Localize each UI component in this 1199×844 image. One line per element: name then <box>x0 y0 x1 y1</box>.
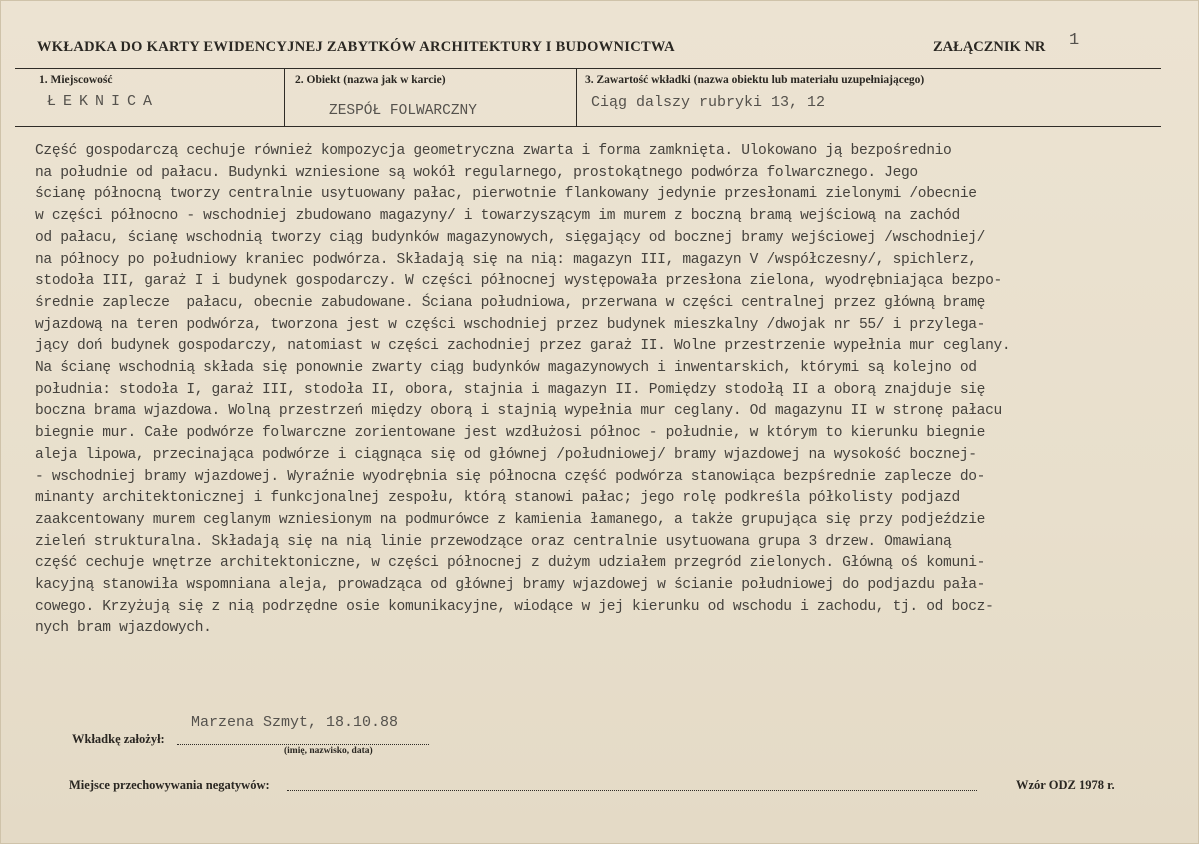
contents-label: 3. Zawartość wkładki (nazwa obiektu lub materiału uzupełniającego) <box>585 74 925 86</box>
header-divider-bottom <box>15 126 1161 127</box>
text-line: zaakcentowany murem ceglanym wzniesionym na podmurówce z kamienia łamanego, a także grupująca się przy podjeździe <box>35 511 986 528</box>
text-line: boczna brama wjazdowa. Wolną przestrzeń między oborą i stajnią wypełnia mur ceglany. Od magazynu II w stronę pałacu <box>35 403 1002 420</box>
text-line: na północy po południowy kraniec podwórza. Składają się na nią: magazyn III, magazyn V /współczesny/, spichlerz, <box>35 251 977 268</box>
field-divider-1 <box>284 68 285 126</box>
text-line: od pałacu, ścianę wschodnią tworzy ciąg budynków magazynowych, sięgający od bocznej bramy wejściowej /wschodniej/ <box>35 229 986 246</box>
locality-label: 1. Miejscowość <box>39 74 113 86</box>
signature-hint: (imię, nazwisko, data) <box>284 746 373 756</box>
text-line: ścianę północną tworzy centralnie usytuowany pałac, pierwotnie flankowany jedynie przesłonami zielonymi /obecnie <box>35 186 977 203</box>
text-line: Na ścianę wschodnią składa się ponownie zwarty ciąg budynków magazynowych i inwentarskich, którymi są kolejno od <box>35 360 977 377</box>
object-value: ZESPÓŁ FOLWARCZNY <box>329 103 477 119</box>
description-text <box>35 141 1185 640</box>
signature-label: Wkładkę założył: <box>72 732 165 746</box>
negatives-dotted-line <box>287 790 977 791</box>
header-divider-top <box>15 68 1161 69</box>
text-line: stodoła III, garaż I i budynek gospodarczy. W części północnej występowała przesłona zielona, wyodrębniająca bezpo- <box>35 273 1002 290</box>
contents-value: Ciąg dalszy rubryki 13, 12 <box>591 94 826 111</box>
attachment-number: 1 <box>1069 31 1080 50</box>
text-line: minanty architektonicznej i funkcjonalnej zespołu, którą stanowi pałac; jego rolę podkreśla półkolisty podjazd <box>35 490 960 507</box>
attachment-label: ZAŁĄCZNIK NR <box>933 39 1046 55</box>
field-divider-2 <box>576 68 577 126</box>
text-line: - wschodniej bramy wjazdowej. Wyraźnie wyodrębnia się północna część podwórza stanowiąca bezpśrednie zaplecze do- <box>35 468 986 485</box>
text-line: na południe od pałacu. Budynki wzniesione są wokół regularnego, prostokątnego podwórza folwarcznego. Jego <box>35 164 918 181</box>
text-line: w części północno - wschodniej zbudowano magazyny/ i towarzyszącym im murem z boczną bramą wejściową na zachód <box>35 208 960 225</box>
signature-dotted-line <box>177 744 429 745</box>
text-line: zieleń strukturalna. Składają się na nią linie przewodzące oraz centralnie usytuowana grupa 3 drzew. Omawianą <box>35 533 952 550</box>
text-line: biegnie mur. Całe podwórze folwarczne zorientowane jest wzdłużosi północ - południe, w którym to kierunku biegnie <box>35 425 986 442</box>
text-line: nych bram wjazdowych. <box>35 620 212 637</box>
text-line: aleja lipowa, przecinająca podwórze i ciągnąca się od głównej /południowej/ bramy wjazdowej na wysokość bocznej- <box>35 446 977 463</box>
text-line: Część gospodarczą cechuje również kompozycja geometryczna zwarta i forma zamknięta. Ulokowano ją bezpośrednio <box>35 143 952 159</box>
locality-value: ŁEKNICA <box>47 93 160 110</box>
text-line: jący doń budynek gospodarczy, natomiast w części zachodniej przez garaż II. Wolne przestrzenie wypełnia mur ceglany. <box>35 338 1011 355</box>
text-line: południa: stodoła I, garaż III, stodoła II, obora, stajnia i magazyn II. Pomiędzy stodołą II a oborą znajduje się <box>35 381 986 398</box>
signature-value: Marzena Szmyt, 18.10.88 <box>191 714 399 731</box>
text-line: część cechuje wnętrze architektoniczne, w części północnej z dużym udziałem przegród zielonych. Główną oś komuni- <box>35 555 986 572</box>
text-line: kacyjną stanowiła wspomniana aleja, prowadząca od głównej bramy wjazdowej w ścianie południowej do podjazdu pała- <box>35 577 986 594</box>
text-line: średnie zaplecze pałacu, obecnie zabudowane. Ściana południowa, przerwana w części centralnej przez główną bramę <box>35 294 986 311</box>
text-line: wjazdową na teren podwórza, tworzona jest w części wschodniej przez budynek mieszkalny /dwojak nr 55/ i przylega- <box>35 316 986 333</box>
text-line: cowego. Krzyżują się z nią podrzędne osie komunikacyjne, wiodące w jej kierunku od wschodu i zachodu, tj. od bocz- <box>35 598 994 615</box>
negatives-label: Miejsce przechowywania negatywów: <box>69 778 270 792</box>
object-label: 2. Obiekt (nazwa jak w karcie) <box>295 74 446 86</box>
form-version: Wzór ODZ 1978 r. <box>1016 778 1115 792</box>
card-title: WKŁADKA DO KARTY EWIDENCYJNEJ ZABYTKÓW ARCHITEKTURY I BUDOWNICTWA <box>37 39 675 55</box>
